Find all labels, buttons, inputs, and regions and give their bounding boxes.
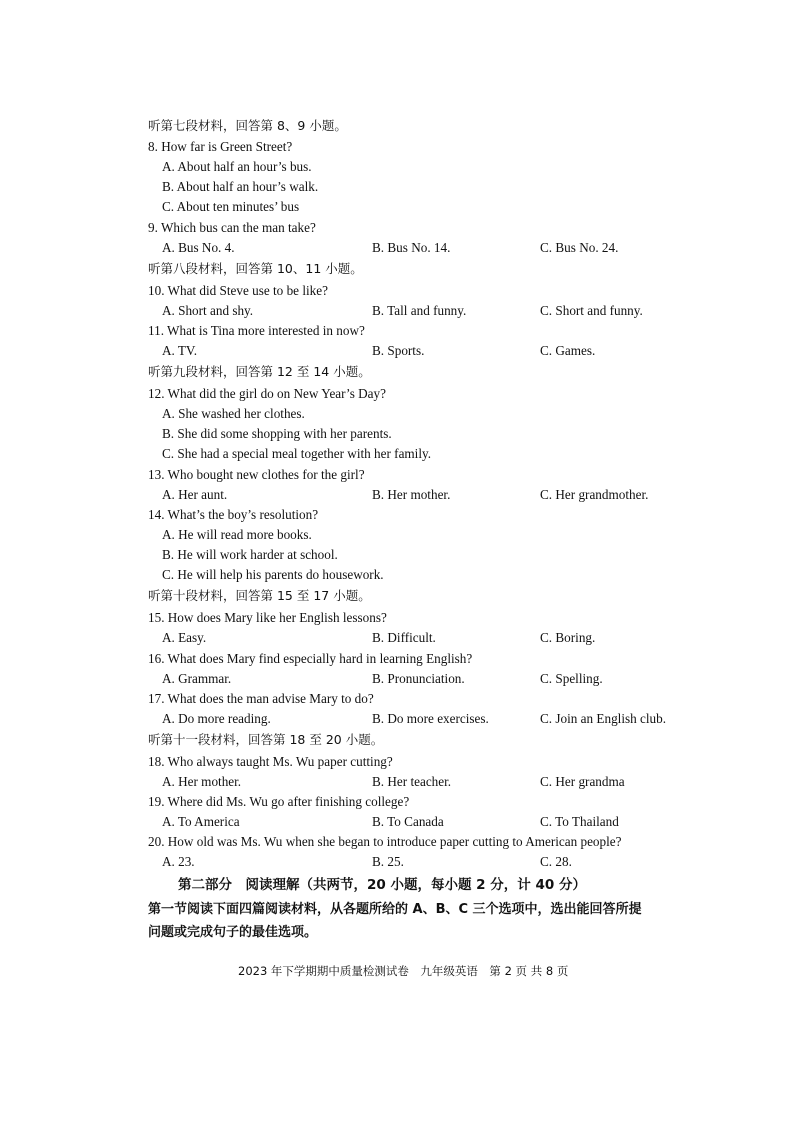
question-9-stem: 9. Which bus can the man take? bbox=[148, 220, 316, 235]
question-12-stem: 12. What did the girl do on New Year’s Day? bbox=[148, 386, 386, 401]
question-9-option-b: B. Bus No. 14. bbox=[372, 240, 451, 255]
question-11-stem: 11. What is Tina more interested in now? bbox=[148, 323, 365, 338]
question-9-option-a: A. Bus No. 4. bbox=[162, 240, 235, 255]
question-11-option-b: B. Sports. bbox=[372, 343, 425, 358]
question-15-option-b: B. Difficult. bbox=[372, 630, 436, 645]
section-8-heading: 听第八段材料，回答第 10、11 小题。 bbox=[148, 261, 363, 276]
question-19-option-b: B. To Canada bbox=[372, 814, 444, 829]
part-2-instruction-line-1: 第一节阅读下面四篇阅读材料，从各题所给的 A、B、C 三个选项中，选出能回答所提 bbox=[148, 902, 642, 917]
question-18-stem: 18. Who always taught Ms. Wu paper cutting? bbox=[148, 754, 393, 769]
question-12-option-c: C. She had a special meal together with her family. bbox=[162, 446, 432, 461]
question-16-option-b: B. Pronunciation. bbox=[372, 671, 465, 686]
question-20-option-c: C. 28. bbox=[540, 854, 572, 869]
question-10-option-a: A. Short and shy. bbox=[162, 303, 254, 318]
question-13-option-c: C. Her grandmother. bbox=[540, 487, 649, 502]
question-13-stem: 13. Who bought new clothes for the girl? bbox=[148, 467, 365, 482]
question-12-option-a: A. She washed her clothes. bbox=[162, 406, 305, 421]
section-11-heading: 听第十一段材料，回答第 18 至 20 小题。 bbox=[148, 732, 384, 747]
question-9-option-c: C. Bus No. 24. bbox=[540, 240, 619, 255]
question-14-option-a: A. He will read more books. bbox=[162, 527, 312, 542]
question-16-option-a: A. Grammar. bbox=[162, 671, 232, 686]
question-8-option-c: C. About ten minutes’ bus bbox=[162, 199, 300, 214]
question-15-option-a: A. Easy. bbox=[162, 630, 207, 645]
part-2-instruction-line-2: 问题或完成句子的最佳选项。 bbox=[148, 925, 318, 940]
question-17-stem: 17. What does the man advise Mary to do? bbox=[148, 691, 374, 706]
question-15-stem: 15. How does Mary like her English lessons? bbox=[148, 610, 387, 625]
question-12-option-b: B. She did some shopping with her parents. bbox=[162, 426, 392, 441]
question-8-option-b: B. About half an hour’s walk. bbox=[162, 179, 319, 194]
question-19-option-c: C. To Thailand bbox=[540, 814, 619, 829]
question-20-stem: 20. How old was Ms. Wu when she began to introduce paper cutting to American people? bbox=[148, 834, 622, 849]
question-20-option-a: A. 23. bbox=[162, 854, 195, 869]
section-10-heading: 听第十段材料，回答第 15 至 17 小题。 bbox=[148, 588, 371, 603]
question-17-option-b: B. Do more exercises. bbox=[372, 711, 489, 726]
question-8-option-a: A. About half an hour’s bus. bbox=[162, 159, 312, 174]
question-18-option-a: A. Her mother. bbox=[162, 774, 242, 789]
part-2-heading: 第二部分 阅读理解（共两节，20 小题，每小题 2 分，计 40 分） bbox=[178, 877, 586, 893]
section-9-heading: 听第九段材料，回答第 12 至 14 小题。 bbox=[148, 364, 371, 379]
question-10-option-c: C. Short and funny. bbox=[540, 303, 643, 318]
question-16-stem: 16. What does Mary find especially hard in learning English? bbox=[148, 651, 473, 666]
question-14-option-c: C. He will help his parents do housework. bbox=[162, 567, 384, 582]
question-20-option-b: B. 25. bbox=[372, 854, 404, 869]
question-19-stem: 19. Where did Ms. Wu go after finishing college? bbox=[148, 794, 410, 809]
question-8-stem: 8. How far is Green Street? bbox=[148, 139, 293, 154]
question-14-stem: 14. What’s the boy’s resolution? bbox=[148, 507, 319, 522]
section-7-heading: 听第七段材料，回答第 8、9 小题。 bbox=[148, 118, 347, 133]
question-11-option-a: A. TV. bbox=[162, 343, 198, 358]
question-19-option-a: A. To America bbox=[162, 814, 240, 829]
question-18-option-c: C. Her grandma bbox=[540, 774, 625, 789]
question-15-option-c: C. Boring. bbox=[540, 630, 596, 645]
question-17-option-c: C. Join an English club. bbox=[540, 711, 667, 726]
question-17-option-a: A. Do more reading. bbox=[162, 711, 271, 726]
question-10-option-b: B. Tall and funny. bbox=[372, 303, 467, 318]
question-13-option-b: B. Her mother. bbox=[372, 487, 451, 502]
question-11-option-c: C. Games. bbox=[540, 343, 596, 358]
question-10-stem: 10. What did Steve use to be like? bbox=[148, 283, 328, 298]
question-13-option-a: A. Her aunt. bbox=[162, 487, 228, 502]
question-16-option-c: C. Spelling. bbox=[540, 671, 603, 686]
question-14-option-b: B. He will work harder at school. bbox=[162, 547, 338, 562]
question-18-option-b: B. Her teacher. bbox=[372, 774, 452, 789]
page-footer: 2023 年下学期期中质量检测试卷 九年级英语 第 2 页 共 8 页 bbox=[238, 964, 569, 978]
